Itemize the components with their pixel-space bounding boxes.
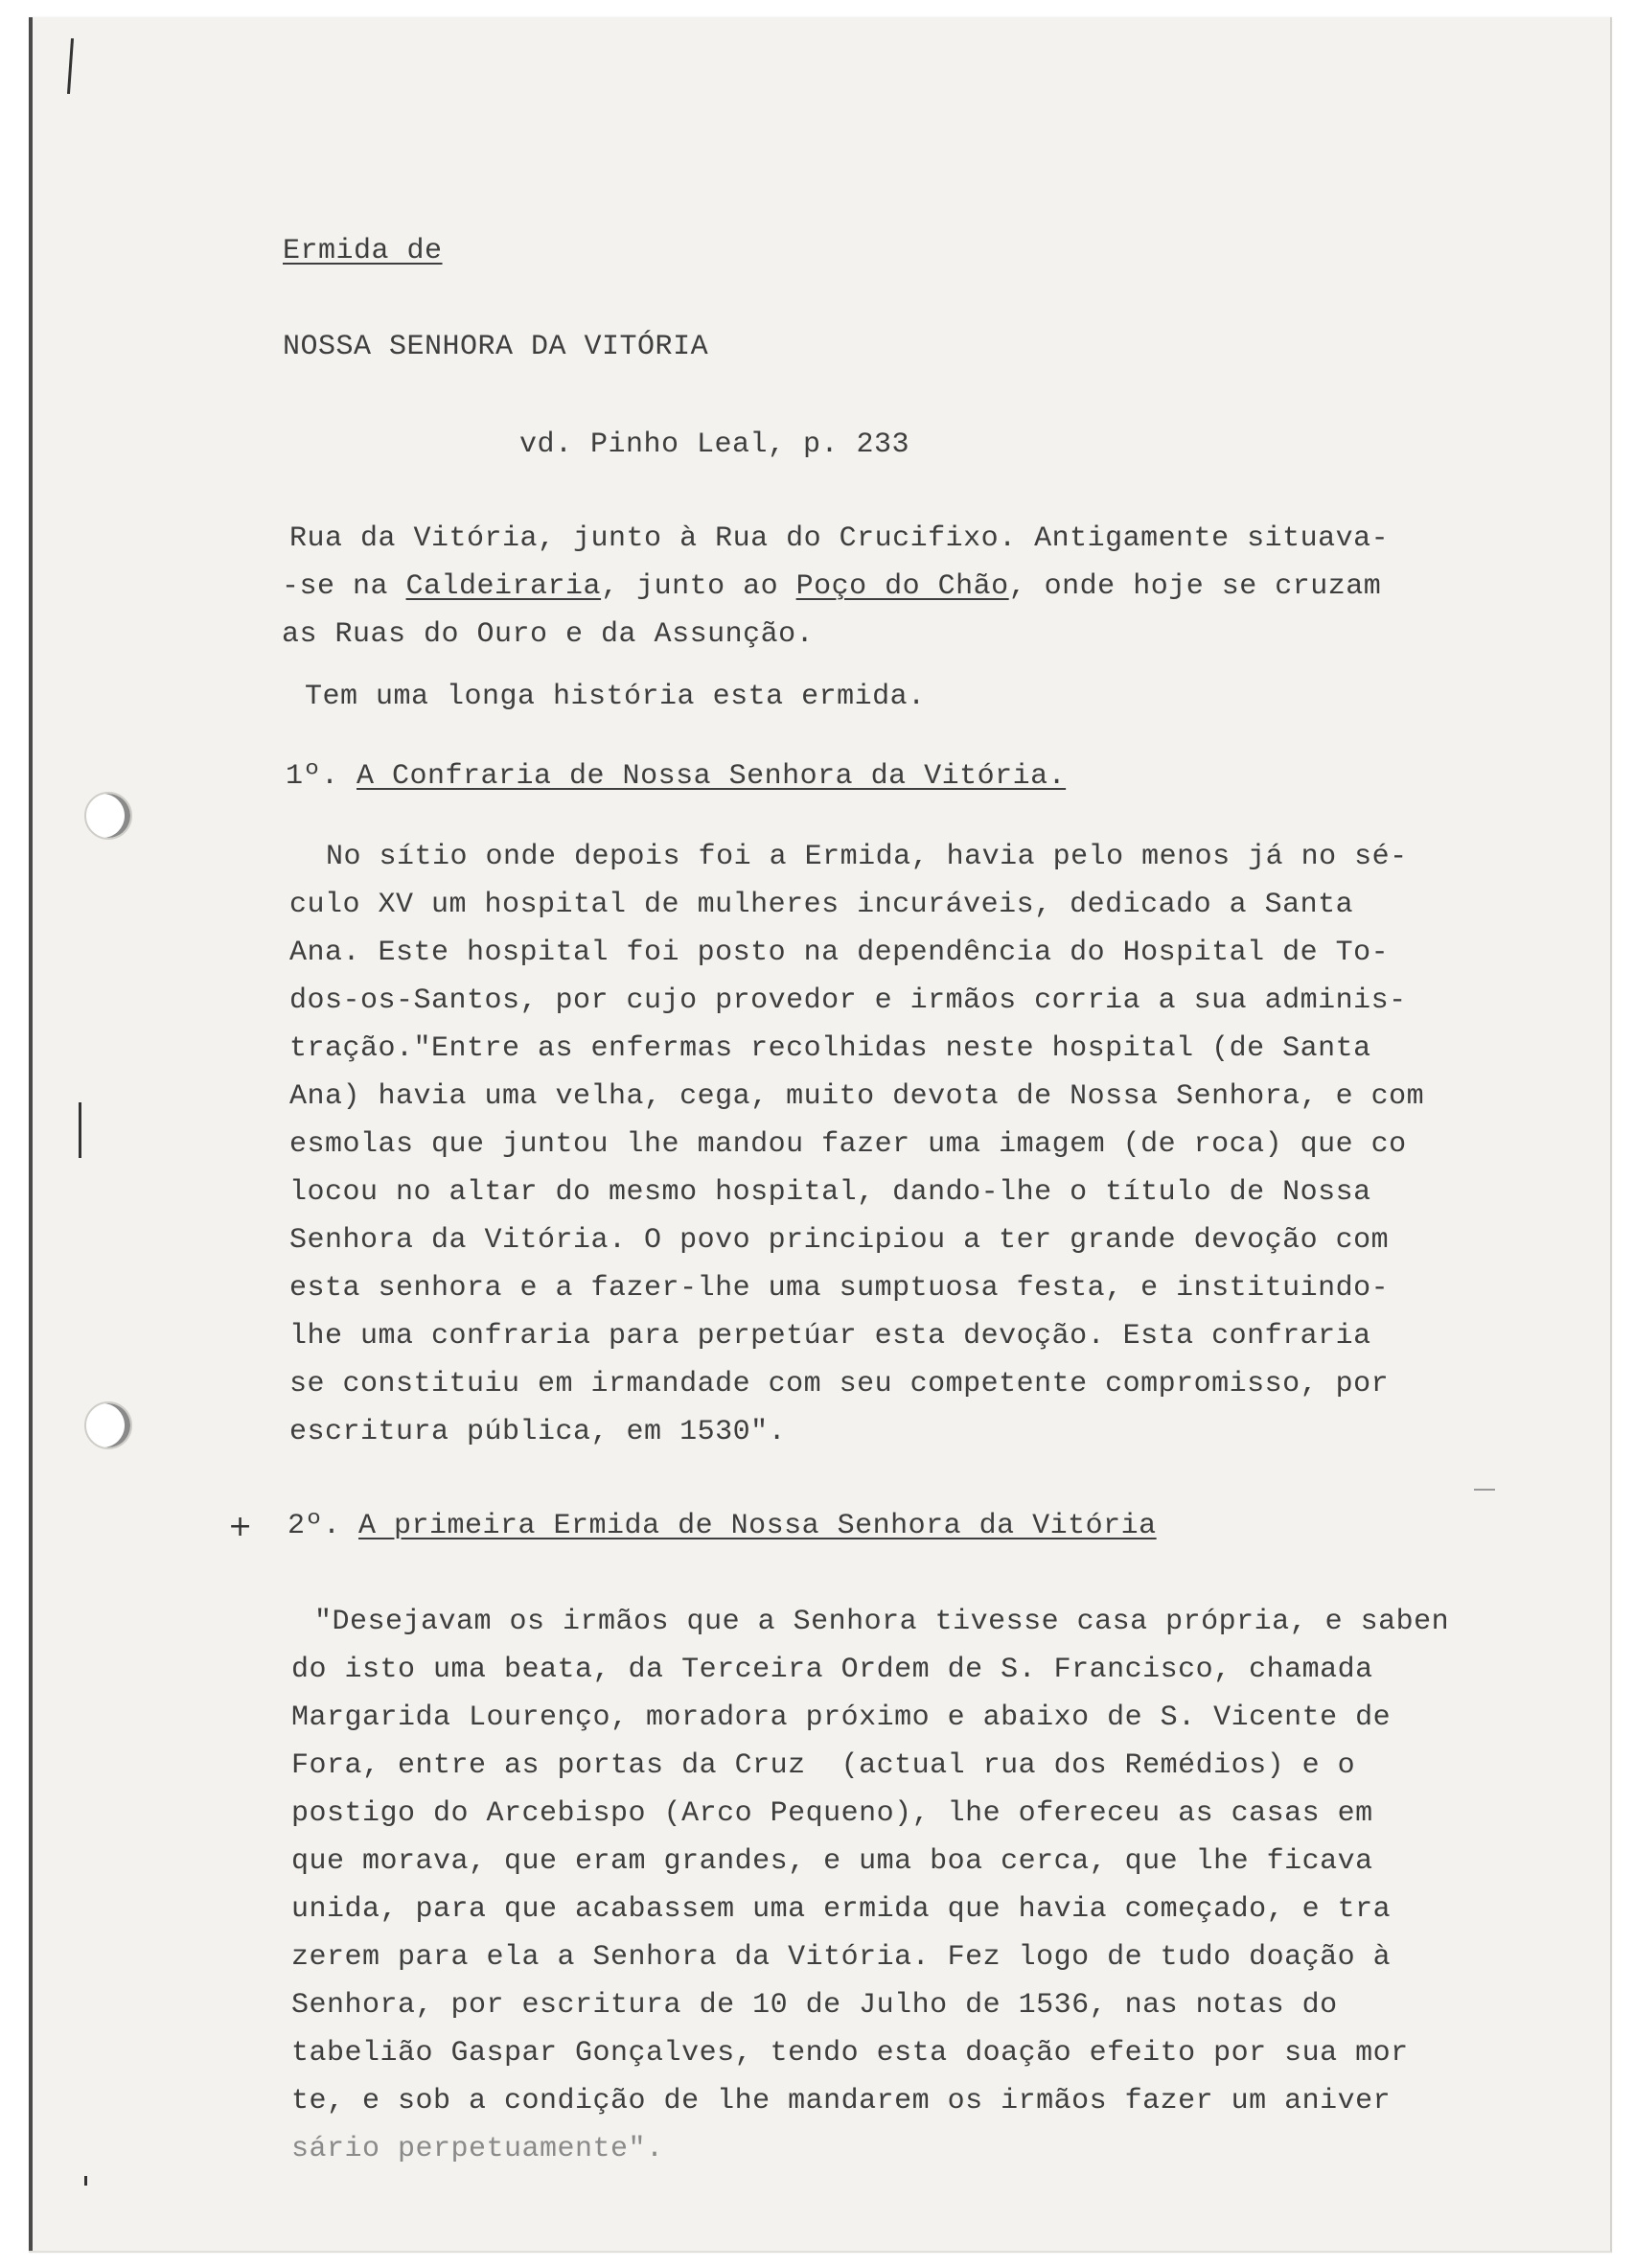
s1-line-2: culo XV um hospital de mulheres incuráveis, dedicado a Santa [289, 889, 1354, 921]
s1-line-10: esta senhora e a fazer-lhe uma sumptuosa festa, e instituindo- [289, 1272, 1390, 1305]
page-left-edge [29, 17, 33, 2251]
intro-line-1: Rua da Vitória, junto à Rua do Crucifixo. Antigamente situava- [289, 522, 1390, 555]
s1-line-5: tração."Entre as enfermas recolhidas neste hospital (de Santa [289, 1032, 1371, 1065]
section-1-number: 1º. [286, 760, 357, 793]
s1-line-1: No sítio onde depois foi a Ermida, havia pelo menos já no sé- [326, 841, 1408, 873]
s2-line-7: unida, para que acabassem uma ermida que havia começado, e tra [291, 1893, 1392, 1926]
section-1-title: A Confraria de Nossa Senhora da Vitória. [357, 760, 1067, 793]
s1-line-8: locou no altar do mesmo hospital, dando-lhe o título de Nossa [289, 1176, 1371, 1209]
intro-line-3: as Ruas do Ouro e da Assunção. [282, 618, 815, 651]
s2-line-8: zerem para ela a Senhora da Vitória. Fez logo de tudo doação à [291, 1941, 1392, 1974]
heading-title: NOSSA SENHORA DA VITÓRIA [283, 331, 709, 363]
s2-line-9: Senhora, por escritura de 10 de Julho de 1536, nas notas do [291, 1989, 1338, 2022]
s1-line-12: se constituiu em irmandade com seu competente compromisso, por [289, 1368, 1390, 1400]
section-1-body [289, 841, 1425, 1448]
stray-dash [1474, 1489, 1495, 1491]
intro-paragraph [282, 522, 1390, 713]
s1-line-9: Senhora da Vitória. O povo principiou a ter grande devoção com [289, 1224, 1390, 1257]
intro-line-2-part-5: , onde hoje se cruzam [1008, 570, 1382, 603]
s2-line-6: que morava, que eram grandes, e uma boa cerca, que lhe ficava [291, 1845, 1373, 1878]
s2-line-5: postigo do Arcebispo (Arco Pequeno), lhe ofereceu as casas em [291, 1797, 1373, 1830]
section-2-body [291, 1606, 1450, 2165]
reference-line: vd. Pinho Leal, p. 233 [519, 428, 910, 461]
s2-line-4: Fora, entre as portas da Cruz (actual rua dos Remédios) e o [291, 1749, 1356, 1782]
intro-line-2-part-1: -se na [282, 570, 406, 603]
s1-line-13: escritura pública, em 1530". [289, 1416, 787, 1448]
s1-line-4: dos-os-Santos, por cujo provedor e irmãos corria a sua adminis- [289, 984, 1407, 1017]
place-poco-do-chao: Poço do Chão [795, 570, 1009, 603]
s1-line-3: Ana. Este hospital foi posto na dependência do Hospital de To- [289, 937, 1390, 969]
s2-line-10: tabelião Gaspar Gonçalves, tendo esta doação efeito por sua mor [291, 2037, 1409, 2070]
intro-line-4: Tem uma longa história esta ermida. [305, 681, 926, 713]
margin-tick-middle [79, 1102, 81, 1158]
s2-line-3: Margarida Lourenço, moradora próximo e abaixo de S. Vicente de [291, 1701, 1392, 1734]
s2-line-2: do isto uma beata, da Terceira Ordem de S. Francisco, chamada [291, 1654, 1373, 1686]
s1-line-6: Ana) havia uma velha, cega, muito devota de Nossa Senhora, e com [289, 1080, 1425, 1113]
section-2-number: 2º. [288, 1510, 359, 1542]
s2-line-11: te, e sob a condição de lhe mandarem os irmãos fazer um aniver [291, 2085, 1392, 2118]
intro-line-2 [282, 570, 1381, 603]
s2-line-12: sário perpetuamente". [291, 2133, 664, 2165]
intro-line-2-part-3: , junto ao [601, 570, 796, 603]
margin-plus-mark: + [228, 1510, 253, 1543]
s2-line-1: "Desejavam os irmãos que a Senhora tivesse casa própria, e saben [314, 1606, 1450, 1638]
punch-hole-bottom [84, 1401, 132, 1449]
section-2-title: A primeira Ermida de Nossa Senhora da Vitória [358, 1510, 1157, 1542]
section-2-heading [288, 1510, 1157, 1542]
s1-line-7: esmolas que juntou lhe mandou fazer uma imagem (de roca) que co [289, 1128, 1407, 1161]
margin-tick-bottom [84, 2176, 87, 2186]
punch-hole-top [84, 792, 132, 840]
heading-ermida-de: Ermida de [283, 235, 443, 267]
place-caldeiraria: Caldeiraria [405, 570, 602, 603]
s1-line-11: lhe uma confraria para perpetúar esta devoção. Esta confraria [289, 1320, 1371, 1353]
section-1-heading [286, 760, 1066, 793]
